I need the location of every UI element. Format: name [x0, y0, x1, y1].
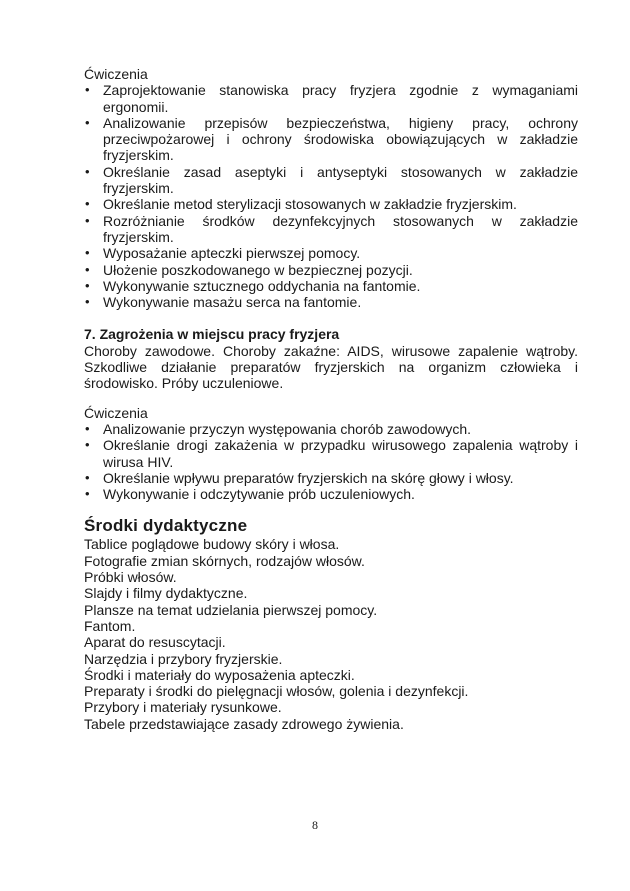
- list-item: • Wyposażanie apteczki pierwszej pomocy.: [85, 245, 361, 262]
- bullet-icon: •: [85, 420, 90, 436]
- exercises-list: [84, 421, 578, 502]
- list-item: Plansze na temat udzielania pierwszej pomocy.: [84, 601, 378, 618]
- list-item: Środki i materiały do wyposażenia apteczki.: [84, 666, 355, 683]
- list-item: • Zaprojektowanie stanowiska pracy fryzjera zgodnie z wymaganiami ergonomii.: [85, 82, 578, 115]
- list-item: Tablice poglądowe budowy skóry i włosa.: [84, 536, 340, 553]
- list-item: Tabele przedstawiające zasady zdrowego żywienia.: [84, 715, 404, 732]
- bullet-icon: •: [85, 469, 90, 485]
- bullet-icon: •: [85, 163, 90, 179]
- spacer: [84, 502, 578, 516]
- list-item: Przybory i materiały rysunkowe.: [84, 699, 282, 716]
- list-item: Fantom.: [84, 617, 136, 634]
- exercises-heading: Ćwiczenia: [84, 404, 148, 421]
- bullet-icon: •: [85, 486, 90, 502]
- bullet-icon: •: [85, 437, 90, 453]
- spacer: [84, 310, 578, 326]
- list-item: • Określanie drogi zakażenia w przypadku wirusowego zapalenia wątroby i wirusa HIV.: [85, 437, 578, 470]
- section-body: Choroby zawodowe. Choroby zakaźne: AIDS, wirusowe zapalenie wątroby. Szkodliwe działanie preparatów fryzjerskich na organizm człowieka i środowisko. Próby uczuleniowe.: [84, 342, 578, 392]
- bullet-icon: •: [85, 261, 90, 277]
- list-item: Fotografie zmian skórnych, rodzajów włosów.: [84, 552, 365, 569]
- spacer: [84, 392, 578, 405]
- document-page: [84, 66, 578, 732]
- list-item: Slajdy i filmy dydaktyczne.: [84, 585, 248, 602]
- list-item: • Wykonywanie masażu serca na fantomie.: [85, 294, 362, 311]
- list-item: Preparaty i środki do pielęgnacji włosów, golenia i dezynfekcji.: [84, 683, 469, 700]
- list-item: • Rozróżnianie środków dezynfekcyjnych stosowanych w zakładzie fryzjerskim.: [85, 212, 578, 245]
- exercises-list: [84, 82, 578, 310]
- list-item: Aparat do resuscytacji.: [84, 634, 226, 651]
- bullet-icon: •: [85, 196, 90, 212]
- page-number: 8: [312, 818, 318, 832]
- list-item: • Wykonywanie sztucznego oddychania na fantomie.: [85, 277, 421, 294]
- list-item: • Określanie wpływu preparatów fryzjerskich na skórę głowy i włosy.: [85, 469, 514, 486]
- bullet-icon: •: [85, 212, 90, 228]
- teaching-aids-list: [84, 536, 578, 732]
- list-item: Próbki włosów.: [84, 569, 177, 586]
- section-title: 7. Zagrożenia w miejscu pracy fryzjera: [84, 326, 340, 343]
- bullet-icon: •: [85, 245, 90, 261]
- list-item: • Wykonywanie i odczytywanie prób uczuleniowych.: [85, 486, 415, 503]
- bullet-icon: •: [85, 82, 90, 98]
- bullet-icon: •: [85, 114, 90, 130]
- bullet-icon: •: [85, 294, 90, 310]
- list-item: • Określanie zasad aseptyki i antyseptyki stosowanych w zakładzie fryzjerskim.: [85, 163, 578, 197]
- teaching-aids-title: Środki dydaktyczne: [84, 516, 248, 536]
- list-item: • Analizowanie przyczyn występowania chorób zawodowych.: [85, 420, 472, 437]
- list-item: • Ułożenie poszkodowanego w bezpiecznej pozycji.: [85, 261, 413, 278]
- bullet-icon: •: [85, 277, 90, 293]
- exercises-heading: Ćwiczenia: [84, 66, 148, 82]
- list-item: • Analizowanie przepisów bezpieczeństwa, higieny pracy, ochrony przeciwpożarowej i ochrony środowiska obowiązujących w zakładzie fryzjerskim.: [85, 114, 578, 164]
- list-item: • Określanie metod sterylizacji stosowanych w zakładzie fryzjerskim.: [85, 196, 517, 213]
- list-item: Narzędzia i przybory fryzjerskie.: [84, 650, 283, 667]
